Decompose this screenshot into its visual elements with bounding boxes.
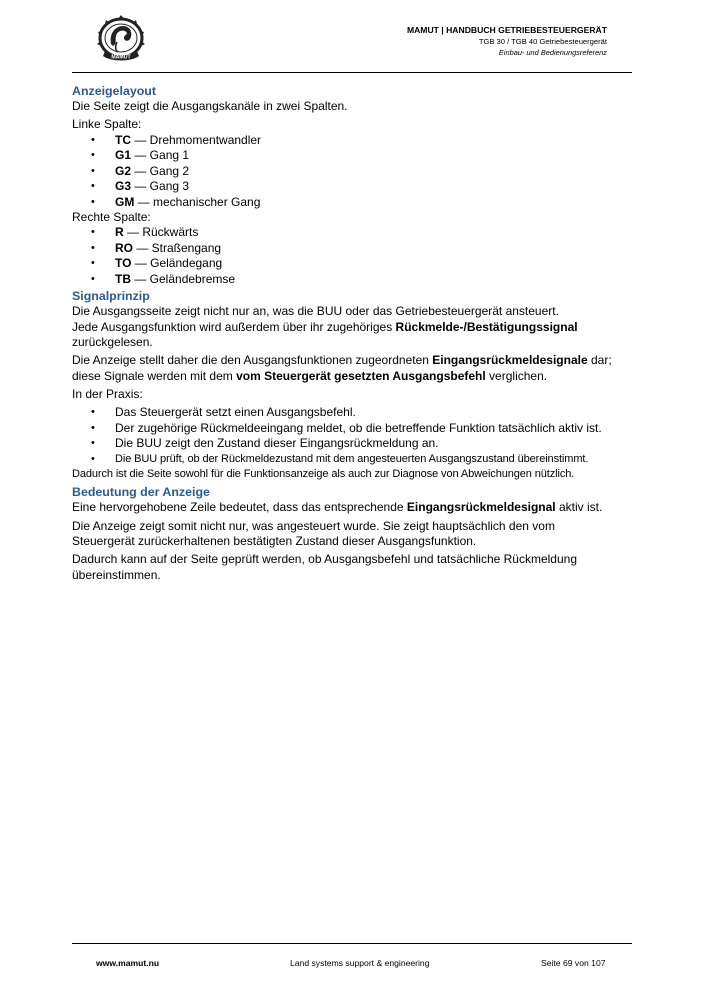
channel-description: — mechanischer Gang: [134, 194, 261, 209]
emphasis: Rückmelde-/Bestätigungssignal: [395, 319, 578, 334]
list-item: • Die BUU prüft, ob der Rückmeldezustand mit dem angesteuerten Ausgangszustand übereinstimmt.: [72, 452, 634, 468]
channel-description: — Drehmomentwandler: [131, 132, 262, 147]
list-item: [72, 241, 634, 257]
channel-code: RO: [115, 240, 133, 255]
footer-website-link[interactable]: www.mamut.nu: [96, 958, 160, 968]
right-column-label: Rechte Spalte:: [72, 210, 151, 225]
text-run: verglichen.: [485, 368, 548, 383]
text-run: Die Anzeige stellt daher die den Ausgangsfunktionen zugeordneten: [72, 353, 433, 368]
paragraph: Dadurch ist die Seite sowohl für die Funktionsanzeige als auch zur Diagnose von Abweichungen nützlich.: [72, 468, 575, 481]
paragraph: [72, 552, 634, 583]
page-content: [72, 82, 634, 586]
emphasis: Eingangsrückmeldesignale: [432, 353, 588, 368]
channel-description: — Gang 3: [131, 179, 190, 194]
section-heading-anzeigelayout: Anzeigelayout: [72, 84, 156, 98]
text-line: Dadurch kann auf der Seite geprüft werden, ob Ausgangsbefehl und tatsächliche Rückmeldung: [72, 552, 577, 567]
page-header: [0, 0, 703, 73]
text-run: Eine hervorgehobene Zeile bedeutet, dass das entsprechende: [72, 500, 407, 515]
footer-divider: [72, 943, 632, 944]
section-heading-bedeutung: Bedeutung der Anzeige: [72, 485, 210, 500]
list-item: [72, 148, 634, 164]
list-item: [72, 133, 634, 149]
list-item: • Der zugehörige Rückmeldeeingang meldet, ob die betreffende Funktion tatsächlich aktiv ist.: [72, 421, 634, 437]
text-line: Die Ausgangsseite zeigt nicht nur an, was die BUU oder das Getriebesteuergerät ansteuert.: [72, 304, 559, 319]
text-run: dar;: [587, 353, 612, 368]
left-column-label: Linke Spalte:: [72, 117, 142, 132]
list-item: [72, 225, 634, 241]
header-divider: [72, 72, 632, 73]
channel-description: — Geländegang: [131, 256, 223, 271]
right-column-list: [72, 225, 634, 287]
left-column-list: [72, 133, 634, 211]
channel-code: TO: [115, 256, 132, 271]
channel-description: — Rückwärts: [123, 225, 199, 240]
channel-code: TB: [115, 271, 131, 286]
text-line: Die Anzeige zeigt somit nicht nur, was angesteuert wurde. Sie zeigt hauptsächlich den vom: [72, 518, 555, 533]
list-item: • Die BUU zeigt den Zustand dieser Eingangsrückmeldung an.: [72, 436, 634, 452]
list-item: [72, 256, 634, 272]
text-run: aktiv ist.: [555, 500, 603, 515]
list-item: • Das Steuergerät setzt einen Ausgangsbefehl.: [72, 405, 634, 421]
channel-code: G1: [115, 148, 132, 163]
mamut-logo: [93, 14, 149, 64]
document-subtitle-2: Einbau- und Bedienungsreferenz: [498, 48, 607, 57]
channel-code: GM: [115, 194, 135, 209]
emphasis: Eingangsrückmeldesignal: [406, 500, 556, 515]
channel-code: G3: [115, 179, 132, 194]
list-item: [72, 179, 634, 195]
paragraph: Die Seite zeigt die Ausgangskanäle in zwei Spalten.: [72, 99, 348, 113]
paragraph: In der Praxis:: [72, 386, 143, 401]
paragraph: [72, 304, 634, 350]
text-line: Steuergerät zurückerhaltenen bestätigten Zustand dieser Ausgangsfunktion.: [72, 534, 477, 549]
svg-text:MAMUT: MAMUT: [111, 54, 131, 61]
paragraph: [72, 353, 634, 384]
footer-tagline: Land systems support & engineering: [290, 958, 430, 968]
list-item: [72, 195, 634, 211]
channel-code: TC: [115, 132, 131, 147]
text-run: Jede Ausgangsfunktion wird außerdem über ihr zugehöriges: [72, 319, 396, 334]
text-line: übereinstimmen.: [72, 567, 161, 582]
channel-description: — Gang 1: [131, 148, 190, 163]
document-title: MAMUT | HANDBUCH GETRIEBESTEUERGERÄT: [406, 25, 607, 35]
practice-list: [72, 405, 634, 467]
header-text-block: [407, 24, 607, 58]
text-line: zurückgelesen.: [72, 334, 153, 349]
channel-code: G2: [115, 163, 132, 178]
channel-code: R: [115, 225, 124, 240]
emphasis: vom Steuergerät gesetzten Ausgangsbefehl: [236, 368, 486, 383]
page-number: Seite 69 von 107: [541, 958, 606, 968]
channel-description: — Straßengang: [133, 240, 222, 255]
list-item: [72, 272, 634, 288]
document-subtitle: TGB 30 / TGB 40 Getriebesteuergerät: [478, 37, 607, 46]
text-run: diese Signale werden mit dem: [72, 368, 237, 383]
paragraph: [72, 519, 634, 550]
list-item: [72, 164, 634, 180]
paragraph: [72, 500, 634, 515]
section-heading-signalprinzip: Signalprinzip: [72, 289, 150, 304]
channel-description: — Gang 2: [131, 163, 190, 178]
channel-description: — Geländebremse: [131, 271, 236, 286]
